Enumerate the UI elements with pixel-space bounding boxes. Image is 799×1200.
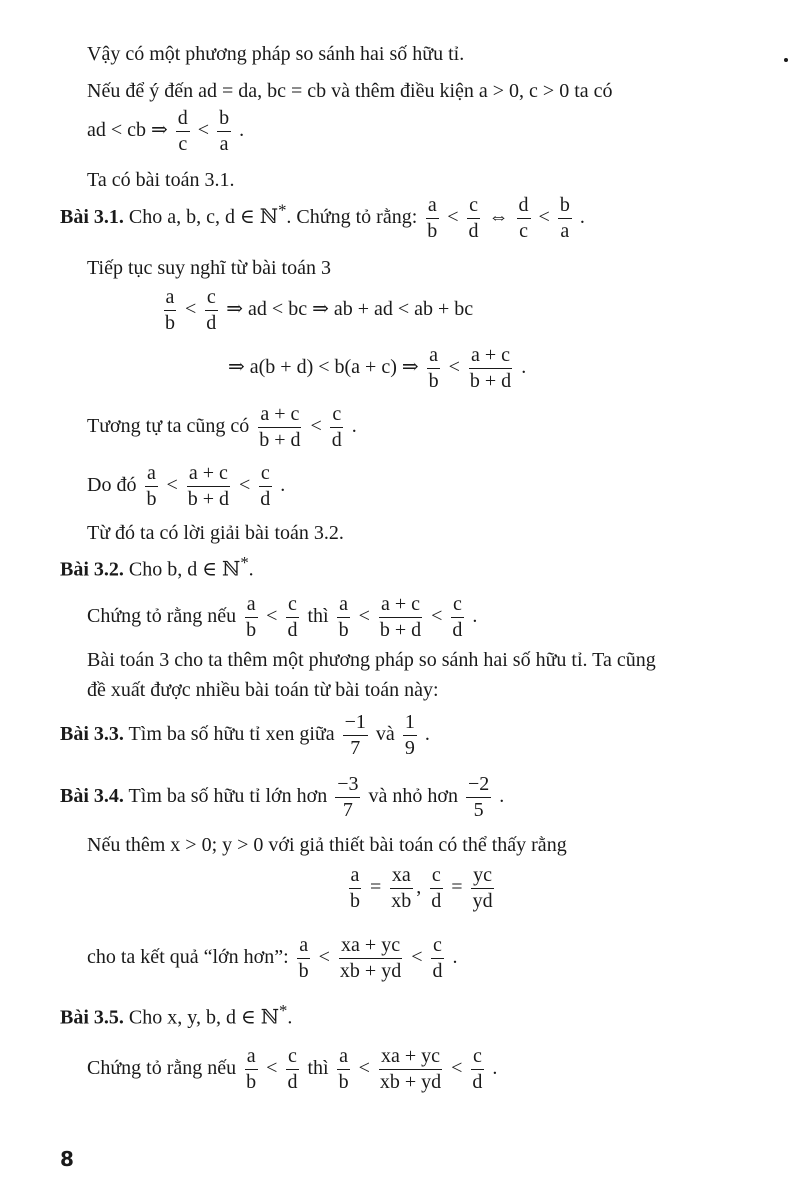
superscript: * [278,200,287,220]
numerator: c [467,195,480,219]
fraction-xayc-over-xbyd [378,1046,443,1093]
fraction-c-over-d [450,594,464,641]
paragraph-text: Nếu để ý đến ad = da, bc = cb và thêm điều kiện a > 0, c > 0 ta có [87,80,613,102]
denominator: xb [391,890,412,912]
exercise-text: . Chứng tỏ rằng: [286,206,418,229]
denominator: b [246,619,257,641]
denominator: 7 [350,737,361,759]
page-number: 8 [60,1147,74,1171]
numerator: c [286,594,299,618]
math-text: thì [307,1057,329,1080]
operator: < [166,474,178,497]
numerator: a + c [379,594,422,618]
punctuation: . [499,785,505,808]
denominator: d [206,312,217,334]
operator: = [451,876,463,899]
operator: < [358,1057,370,1080]
text-line [87,44,464,64]
fraction-c-over-d [429,865,443,912]
numerator: a + c [187,463,230,487]
paragraph-text: Nếu thêm x > 0; y > 0 với giả thiết bài toán có thể thấy rằng [87,834,567,856]
fraction-a-over-b [244,1046,258,1093]
exercise-label: Bài 3.4. [60,785,124,808]
math-line [87,1046,497,1093]
punctuation: . [521,356,527,379]
operator: < [451,1057,463,1080]
denominator: b + d [187,488,230,510]
superscript: * [279,1001,288,1020]
denominator: d [287,1071,298,1093]
denominator: d [468,220,479,242]
exercise-text: Cho a, b, c, d ∈ ℕ [128,206,279,229]
fraction-a-over-b [163,287,177,334]
punctuation: . [492,1057,498,1080]
operator: < [266,1057,278,1080]
fraction-xa-over-xb [389,865,413,912]
numerator: c [259,463,272,487]
numerator: −2 [466,774,491,798]
denominator: 7 [342,799,353,821]
fraction-1-over-9 [403,712,417,759]
math-line [87,594,477,641]
numerator: −1 [343,712,368,736]
denominator: d [260,488,271,510]
paragraph-text: Tiếp tục suy nghĩ từ bài toán 3 [87,257,331,279]
fraction-apc-over-bpd [378,594,423,641]
text-line [87,523,344,543]
punctuation: . [351,415,357,438]
numerator: a [297,935,310,959]
fraction-d-over-c [517,195,531,242]
text-line [87,170,234,190]
fraction-c-over-d [204,287,218,334]
operator: < [185,298,197,321]
operator: < [197,119,210,142]
exercise-3-4 [60,774,504,821]
exercise-label: Bài 3.1. [60,206,124,229]
fraction-c-over-d [285,594,299,641]
numerator: a [145,463,158,487]
punctuation: . [239,119,245,142]
fraction-c-over-d [330,404,344,451]
denominator: b [350,890,360,912]
operator: = [370,876,382,899]
fraction-d-over-c [176,108,190,155]
numerator: a [349,865,362,889]
fraction-c-over-d [258,463,272,510]
denominator: d [287,619,298,641]
exercise-text: Tìm ba số hữu tỉ lớn hơn [128,785,328,808]
text-line [87,258,331,278]
math-line [228,345,526,392]
exercise-text: Cho b, d ∈ ℕ [128,558,241,581]
fraction-a-over-b [348,865,362,912]
numerator: c [286,1046,299,1070]
math-line [87,404,357,451]
fraction-a-over-b [427,345,441,392]
numerator: c [330,404,343,428]
fraction-a-over-b [244,594,258,641]
operator: < [448,356,460,379]
paragraph-text: đề xuất được nhiều bài toán từ bài toán này: [87,679,439,701]
denominator: b + d [259,429,301,451]
math-line [345,865,498,912]
denominator: a [219,133,229,155]
denominator: b [338,619,349,641]
operator: ⇔ [488,206,509,229]
fraction-c-over-d [467,195,481,242]
fraction-b-over-a [558,195,572,242]
numerator: b [217,108,231,132]
paragraph-text: Bài toán 3 cho ta thêm một phương pháp so sánh hai số hữu tỉ. Ta cũng [87,649,656,671]
denominator: 9 [404,737,415,759]
fraction-a-over-b [144,463,158,510]
numerator: c [431,935,444,959]
math-text: thì [307,605,329,628]
numerator: d [517,195,531,219]
fraction-a-over-b [297,935,311,982]
denominator: b + d [379,619,422,641]
punctuation: . [248,558,254,581]
denominator: d [472,1071,483,1093]
math-text: Tương tự ta cũng có [87,415,250,438]
denominator: d [331,429,342,451]
exercise-text: và nhỏ hơn [368,785,458,808]
denominator: b [428,370,439,392]
exercise-label: Bài 3.5. [60,1006,124,1029]
operator: < [266,605,278,628]
exercise-3-2 [60,555,254,580]
fraction-c-over-d [430,935,444,982]
exercise-text: Tìm ba số hữu tỉ xen giữa [128,723,335,746]
punctuation: . [424,723,430,746]
operator: < [447,206,459,229]
numerator: a [164,287,177,311]
math-line [87,463,285,510]
denominator: b [338,1071,349,1093]
operator: < [318,946,330,969]
numerator: −3 [335,774,360,798]
exercise-3-1 [60,195,585,242]
numerator: c [471,1046,484,1070]
denominator: 5 [473,799,484,821]
math-line [87,935,457,982]
text-line [87,835,567,855]
math-text: Do đó [87,474,137,497]
math-text: cho ta kết quả “lớn hơn”: [87,946,289,969]
math-text: Chứng tỏ rằng nếu [87,1057,237,1080]
punctuation: , [416,876,422,899]
numerator: c [205,287,218,311]
text-line [87,81,613,101]
denominator: b [298,960,309,982]
denominator: b [165,312,175,334]
exercise-3-5 [60,1003,292,1028]
fraction-minus2-over-5 [466,774,491,821]
denominator: a [560,220,570,242]
numerator: a [245,1046,258,1070]
paragraph-text: Từ đó ta có lời giải bài toán 3.2. [87,522,344,544]
numerator: 1 [403,712,417,736]
numerator: a [427,345,440,369]
text-line [87,680,439,700]
numerator: yc [471,865,494,889]
fraction-c-over-d [470,1046,484,1093]
numerator: xa + yc [339,935,402,959]
punctuation: . [280,474,286,497]
exercise-text: và [375,723,395,746]
operator: < [310,415,322,438]
fraction-a-over-b [425,195,439,242]
numerator: b [558,195,572,219]
denominator: d [432,960,443,982]
punctuation: . [287,1006,293,1029]
math-text: ad < cb ⇒ [87,119,168,142]
denominator: xb + yd [379,1071,442,1093]
numerator: a + c [258,404,301,428]
fraction-apc-over-bpd [468,345,513,392]
denominator: d [431,890,442,912]
numerator: a [337,594,350,618]
exercise-label: Bài 3.3. [60,723,124,746]
fraction-b-over-a [217,108,231,155]
numerator: c [451,594,464,618]
denominator: b [427,220,438,242]
denominator: b [146,488,157,510]
fraction-apc-over-bpd [186,463,231,510]
punctuation: . [472,605,478,628]
fraction-yc-over-yd [471,865,495,912]
paragraph-text: Vậy có một phương pháp so sánh hai số hữu tỉ. [87,43,465,65]
fraction-apc-over-bpd [257,404,302,451]
math-line [160,287,473,334]
exercise-3-3 [60,712,430,759]
math-text: ⇒ a(b + d) < b(a + c) ⇒ [228,356,419,379]
denominator: b [246,1071,257,1093]
numerator: xa [390,865,413,889]
numerator: a [426,195,439,219]
exercise-text: Cho x, y, b, d ∈ ℕ [128,1006,280,1029]
math-text: ⇒ ad < bc ⇒ ab + ad < ab + bc [226,298,474,321]
denominator: yd [472,890,493,912]
speck [784,58,788,62]
operator: < [431,605,443,628]
numerator: a + c [469,345,512,369]
operator: < [358,605,370,628]
text-line [87,650,656,670]
operator: < [239,474,251,497]
punctuation: . [452,946,458,969]
math-text: Chứng tỏ rằng nếu [87,605,237,628]
operator: < [538,206,550,229]
fraction-a-over-b [337,594,351,641]
denominator: d [452,619,463,641]
exercise-label: Bài 3.2. [60,558,124,581]
denominator: b + d [469,370,512,392]
denominator: c [519,220,528,242]
fraction-minus3-over-7 [335,774,360,821]
fraction-a-over-b [337,1046,351,1093]
denominator: xb + yd [339,960,402,982]
superscript: * [240,553,249,572]
operator: < [411,946,423,969]
punctuation: . [579,206,585,229]
math-line [87,108,244,155]
fraction-xayc-over-xbyd [338,935,403,982]
fraction-c-over-d [285,1046,299,1093]
fraction-minus1-over-7 [343,712,368,759]
paragraph-text: Ta có bài toán 3.1. [87,169,235,191]
numerator: xa + yc [379,1046,442,1070]
numerator: a [245,594,258,618]
numerator: a [337,1046,350,1070]
numerator: d [176,108,190,132]
denominator: c [178,133,188,155]
numerator: c [430,865,443,889]
